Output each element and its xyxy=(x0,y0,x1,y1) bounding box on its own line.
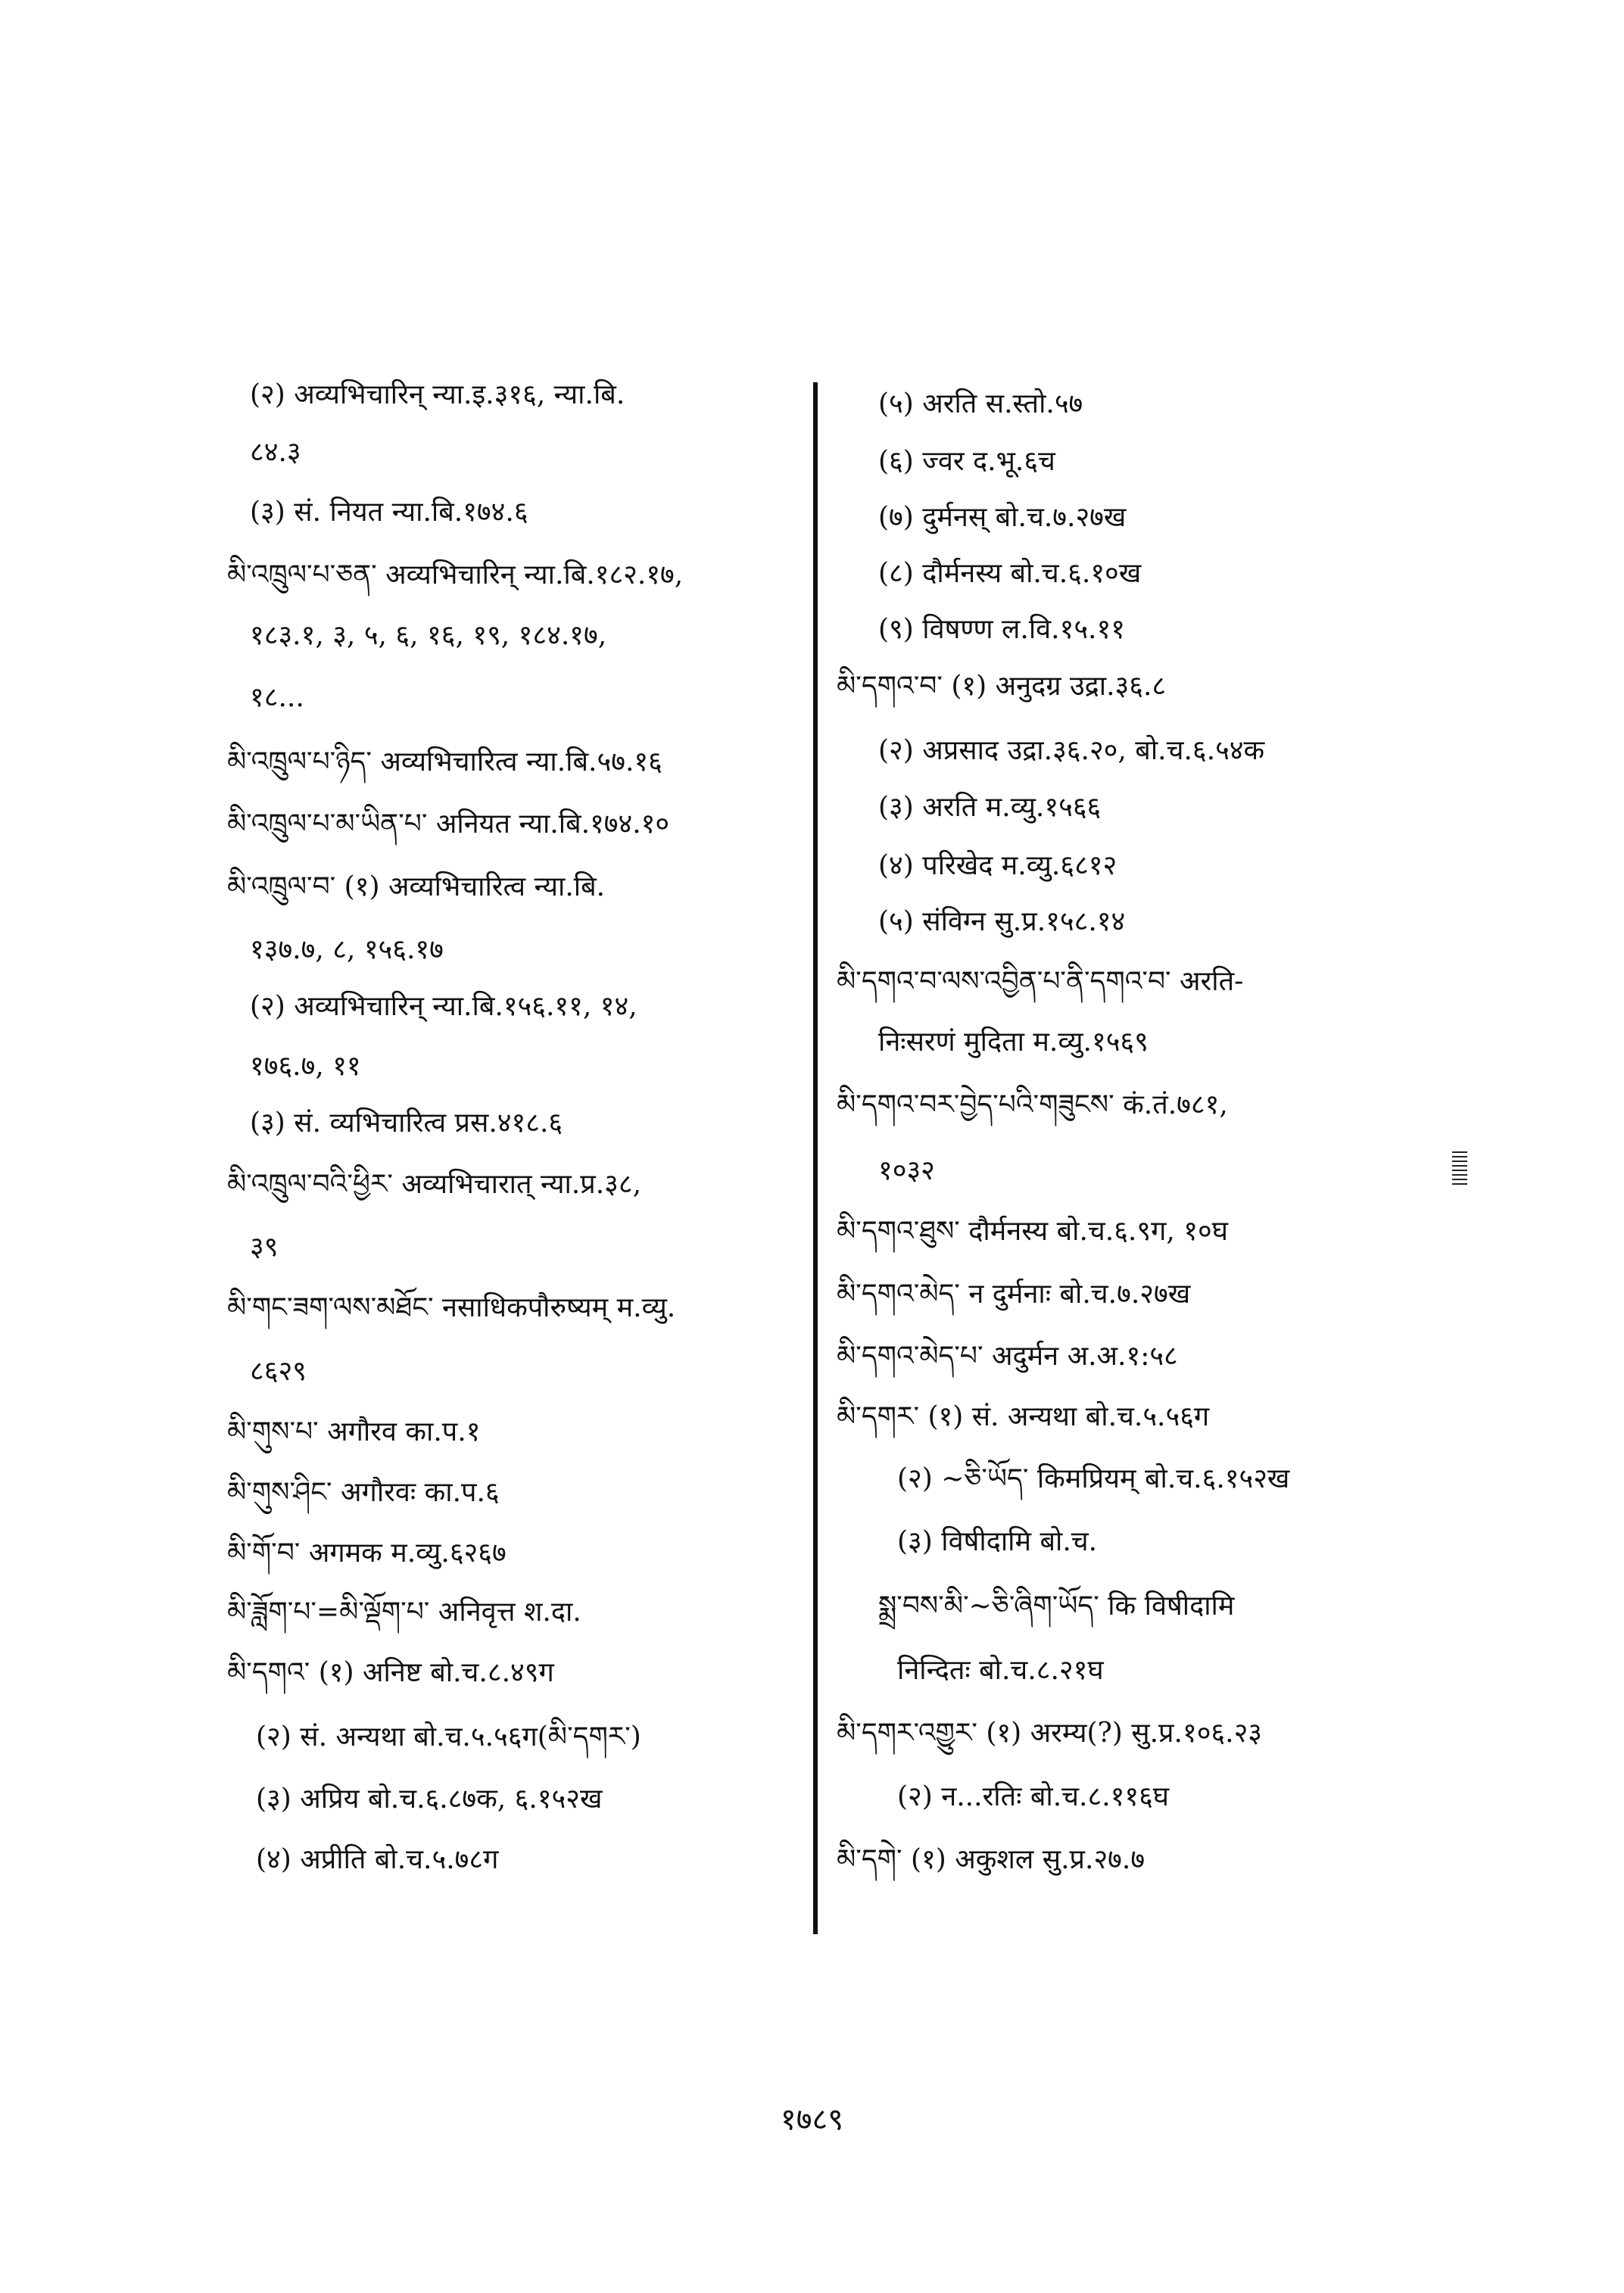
entry-line: १८... xyxy=(250,682,304,713)
entry-line: (२) सं. अन्यथा बो.च.५.५६ग(མི་དགར་) xyxy=(256,1721,641,1752)
entry-line: (५) अरति स.स्तो.५७ xyxy=(878,388,1083,419)
entry-line: མི་ཟློག་པ་=མི་ལྡོག་པ་ अनिवृत्त श.दा. xyxy=(227,1597,581,1628)
entry-line: མི་དགའ་བ་ལས་འབྱིན་པ་ནི་དགའ་བ་ अरति- xyxy=(837,966,1244,997)
entry-line: མི་དགའ་མེད་པ་ अदुर्मन अ.अ.१:५८ xyxy=(837,1341,1178,1372)
entry-line: མི་དགེ་ (१) अकुशल सु.प्र.२७.७ xyxy=(837,1844,1146,1875)
entry-line: ८६२९ xyxy=(250,1356,307,1387)
entry-line: མི་འཁྲུལ་པ་ཅན་ अव्यभिचारिन् न्या.बि.१८२.१७, xyxy=(227,559,684,590)
entry-line: མི་དགའ་ཐུས་ दौर्मनस्य बो.च.६.९ग, १०घ xyxy=(837,1216,1228,1247)
entry-line: १८३.१, ३, ५, ६, १६, १९, १८४.१७, xyxy=(250,620,607,651)
entry-line: निन्दितः बो.च.८.२१घ xyxy=(897,1655,1104,1686)
page-number: १७८९ xyxy=(780,2102,844,2137)
entry-line: སྨྲ་བས་མི་~ཅི་ཞིག་ཡོད་ कि विषीदामि xyxy=(878,1590,1235,1622)
entry-line: (३) विषीदामि बो.च. xyxy=(897,1526,1098,1557)
entry-line: མི་འཁྲུལ་པ་ཉིད་ अव्यभिचारित्व न्या.बि.५७.१६ xyxy=(227,746,662,777)
entry-line: (२) ~ཅི་ཡོད་ किमप्रियम् बो.च.६.१५२ख xyxy=(897,1463,1290,1494)
entry-line: (६) ज्वर द.भू.६च xyxy=(878,446,1055,477)
entry-line: (२) अप्रसाद उद्रा.३६.२०, बो.च.६.५४क xyxy=(878,735,1265,766)
entry-line: མི་འཁྲུལ་བ་ (१) अव्यभिचारित्व न्या.बि. xyxy=(227,871,606,902)
entry-line: མི་དགའ་བ་ (१) अनुदग्र उद्रा.३६.८ xyxy=(837,671,1167,702)
entry-line: མི་དགར་ (१) सं. अन्यथा बो.च.५.५६ग xyxy=(837,1401,1210,1432)
entry-line: (७) दुर्मनस् बो.च.७.२७ख xyxy=(878,502,1127,533)
entry-line: (३) सं. नियत न्या.बि.१७४.६ xyxy=(250,497,528,528)
entry-line: (३) अप्रिय बो.च.६.८७क, ६.१५२ख xyxy=(256,1784,603,1815)
entry-line: १७६.७, ११ xyxy=(250,1051,361,1082)
entry-line: མི་གུས་པ་ अगौरव का.प.१ xyxy=(227,1416,481,1447)
entry-line: (९) विषण्ण ल.वि.१५.११ xyxy=(878,614,1125,645)
entry-line: (३) अरति म.व्यु.१५६६ xyxy=(878,792,1102,823)
entry-line: མི་འཁྲུལ་པ་མ་ཡིན་པ་ अनियत न्या.बि.१७४.१० xyxy=(227,808,670,840)
entry-line: མི་དགར་འགྱུར་ (१) अरम्य(?) सु.प्र.१०६.२३ xyxy=(837,1718,1263,1749)
entry-line: མི་གུས་ཤིང་ अगौरवः का.प.६ xyxy=(227,1477,500,1508)
entry-line: མི་དགའ་ (१) अनिष्ट बो.च.८.४९ग xyxy=(227,1657,554,1688)
entry-line: (४) अप्रीति बो.च.५.७८ग xyxy=(256,1844,499,1875)
entry-line: ८४.३ xyxy=(250,437,301,468)
entry-line: ३९ xyxy=(250,1232,279,1263)
entry-line: निःसरणं मुदिता म.व्यु.१५६९ xyxy=(878,1027,1149,1058)
entry-line: མི་དགའ་བར་བྱེད་པའི་གཟུངས་ कं.तं.७८१, xyxy=(837,1089,1228,1120)
entry-line: (२) न...रतिः बो.च.८.११६घ xyxy=(897,1781,1170,1812)
entry-line: མི་གང་ཟག་ལས་མཐོང་ नसाधिकपौरुष्यम् म.व्यु. xyxy=(227,1292,676,1323)
entry-line: १३७.७, ८, १५६.१७ xyxy=(250,934,444,965)
entry-line: མི་དགའ་མེད་ न दुर्मनाः बो.च.७.२७ख xyxy=(837,1279,1191,1310)
column-divider xyxy=(813,382,818,1934)
entry-line: མི་འཁྲུལ་བའི་ཕྱིར་ अव्यभिचारात् न्या.प्र.३८, xyxy=(227,1169,642,1200)
entry-line: (३) सं. व्यभिचारित्व प्रस.४१८.६ xyxy=(250,1108,563,1139)
entry-line: (२) अव्यभिचारिन् न्या.बि.१५६.११, १४, xyxy=(250,991,637,1022)
entry-line: १०३२ xyxy=(878,1155,935,1186)
entry-line: མི་གོ་བ་ अगमक म.व्यु.६२६७ xyxy=(227,1537,507,1569)
entry-line: (८) दौर्मनस्य बो.च.६.१०ख xyxy=(878,558,1142,589)
entry-line: (२) अव्यभिचारिन् न्या.इ.३१६, न्या.बि. xyxy=(250,379,625,410)
margin-mark-icon xyxy=(1451,1149,1469,1189)
entry-line: (५) संविग्न सु.प्र.१५८.१४ xyxy=(878,906,1126,937)
entry-line: (४) परिखेद म.व्यु.६८१२ xyxy=(878,850,1117,881)
